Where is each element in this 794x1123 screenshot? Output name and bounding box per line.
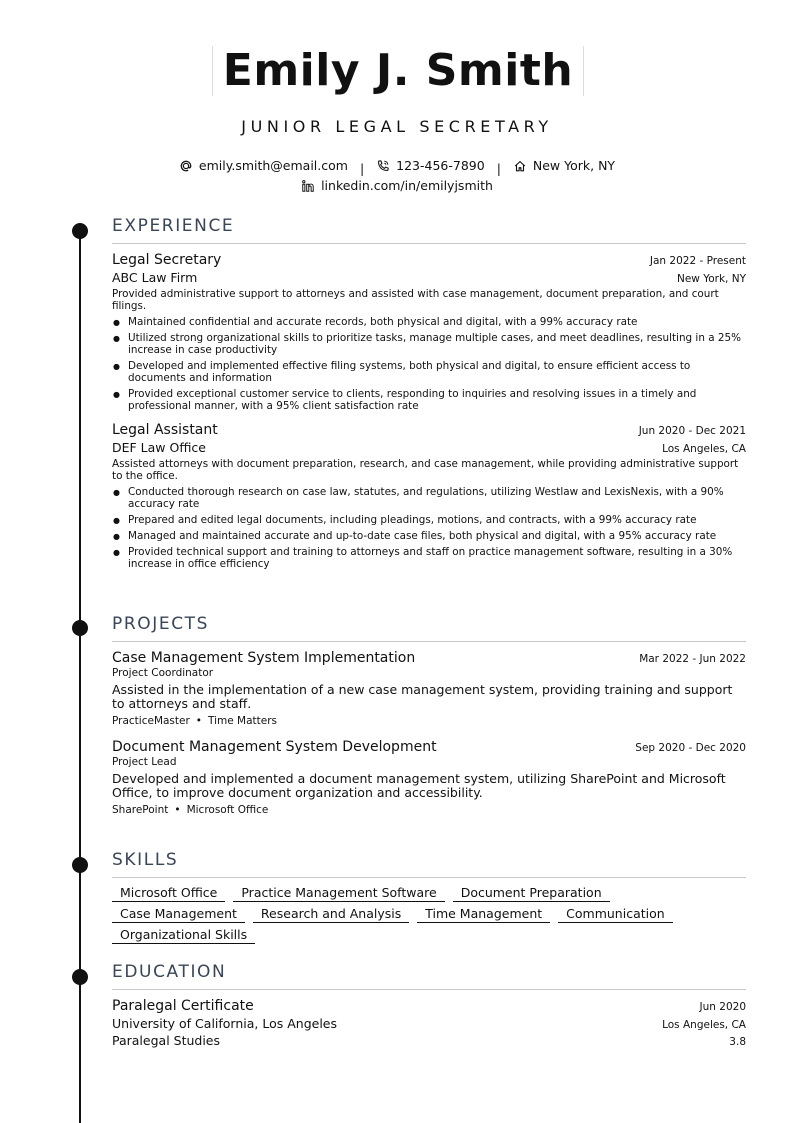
job-dates: Jun 2020 - Dec 2021 [638,425,746,437]
company-name: DEF Law Office [112,440,206,455]
email-text: emily.smith@email.com [198,158,348,173]
job-title: JUNIOR LEGAL SECRETARY [241,117,553,136]
projects-section [112,614,746,816]
project-title: Case Management System Implementation [112,650,416,666]
experience-entry [112,422,746,570]
phone-icon [376,159,390,173]
job-summary: Provided administrative support to attorneys and assisted with case management, document preparation, and court filings. [112,288,719,312]
section-heading: EDUCATION [112,962,746,990]
bullet-item: ● Utilized strong organizational skills to prioritize tasks, manage multiple cases, and meet deadlines, resulting in a 25% increase in case productivity [128,332,746,356]
skill-tag: Organizational Skills [112,927,255,944]
section-heading: SKILLS [112,850,746,878]
job-summary: Assisted attorneys with document preparation, research, and case management, while providing administrative support to the office. [112,458,739,482]
experience-entry [112,252,746,412]
project-title: Document Management System Development [112,739,437,755]
project-role: Project Coordinator [112,667,214,679]
contact-row-2 [0,178,794,196]
name-block [212,46,584,96]
email-item[interactable] [179,158,348,173]
skill-tag: Microsoft Office [112,885,225,902]
timeline-dot [72,620,88,636]
project-dates: Sep 2020 - Dec 2020 [635,742,746,754]
job-role: Legal Secretary [112,252,222,268]
timeline-dot [72,223,88,239]
company-name: ABC Law Firm [112,270,198,285]
timeline-dot [72,969,88,985]
skill-tag: Time Management [417,906,550,923]
skills-section [112,850,746,948]
bullet-list [112,316,746,412]
bullet-item: ● Conducted thorough research on case law, statutes, and regulations, utilizing Westlaw and LexisNexis, with a 90% accuracy rate [128,486,746,510]
gpa: 3.8 [729,1036,746,1048]
project-tools [112,715,746,727]
bullet-list [112,486,746,570]
education-entry [112,998,746,1048]
project-description: Developed and implemented a document management system, utilizing SharePoint and Microsoft Office, to improve document organization and accessibility. [112,771,726,800]
skill-tag: Research and Analysis [253,906,409,923]
linkedin-text: linkedin.com/in/emilyjsmith [321,178,493,193]
section-heading: EXPERIENCE [112,216,746,244]
field-of-study: Paralegal Studies [112,1033,221,1048]
section-heading: PROJECTS [112,614,746,642]
separator: | [496,160,501,176]
separator: | [359,160,365,176]
location-text: New York, NY [532,158,616,173]
bullet-item: ● Developed and implemented effective filing systems, both physical and digital, to ensure efficient access to documents and information [128,360,746,384]
home-icon [513,159,527,173]
job-role: Legal Assistant [112,422,218,438]
project-tools [112,804,746,816]
school-location: Los Angeles, CA [662,1019,746,1031]
contact-row [0,158,794,176]
education-section [112,962,746,1048]
tool-tag: PracticeMaster [112,715,190,727]
phone-text: 123-456-7890 [396,158,485,173]
bullet-item: ● Provided technical support and training to attorneys and staff on practice management software, resulting in a 30% increase in office efficiency [128,546,746,570]
phone-item[interactable] [376,158,485,173]
candidate-name: Emily J. Smith [222,45,574,96]
linkedin-icon [301,179,315,193]
school-name: University of California, Los Angeles [112,1016,338,1031]
bullet-item: ● Prepared and edited legal documents, including pleadings, motions, and contracts, with a 99% accuracy rate [128,514,746,526]
project-entry [112,739,746,816]
bullet-item: ● Maintained confidential and accurate records, both physical and digital, with a 99% accuracy rate [128,316,746,328]
tool-tag: SharePoint [112,804,169,816]
job-location: Los Angeles, CA [662,443,746,455]
job-dates: Jan 2022 - Present [649,255,746,267]
skill-tag: Case Management [112,906,245,923]
bullet-item: ● Managed and maintained accurate and up-to-date case files, both physical and digital, with a 95% accuracy rate [128,530,746,542]
tool-separator: • [174,804,181,816]
timeline-line [79,228,81,1123]
project-entry [112,650,746,727]
skill-tag: Communication [558,906,673,923]
tool-separator: • [195,715,202,727]
location-item [513,158,615,173]
job-location: New York, NY [676,273,746,285]
project-dates: Mar 2022 - Jun 2022 [639,653,746,665]
degree: Paralegal Certificate [112,998,254,1014]
tool-tag: Time Matters [208,715,278,727]
bullet-item: ● Provided exceptional customer service to clients, responding to inquiries and resolving issues in a timely and professional manner, with a 95% client satisfaction rate [128,388,746,412]
tool-tag: Microsoft Office [186,804,269,816]
skill-tag: Document Preparation [453,885,610,902]
project-description: Assisted in the implementation of a new case management system, providing training and support to attorneys and staff. [112,682,733,711]
at-icon [179,159,193,173]
linkedin-item[interactable] [301,178,493,193]
education-date: Jun 2020 [699,1001,746,1013]
timeline-dot [72,857,88,873]
project-role: Project Lead [112,756,177,768]
experience-section [112,216,746,574]
skill-tag: Practice Management Software [233,885,444,902]
skills-list [112,885,746,944]
